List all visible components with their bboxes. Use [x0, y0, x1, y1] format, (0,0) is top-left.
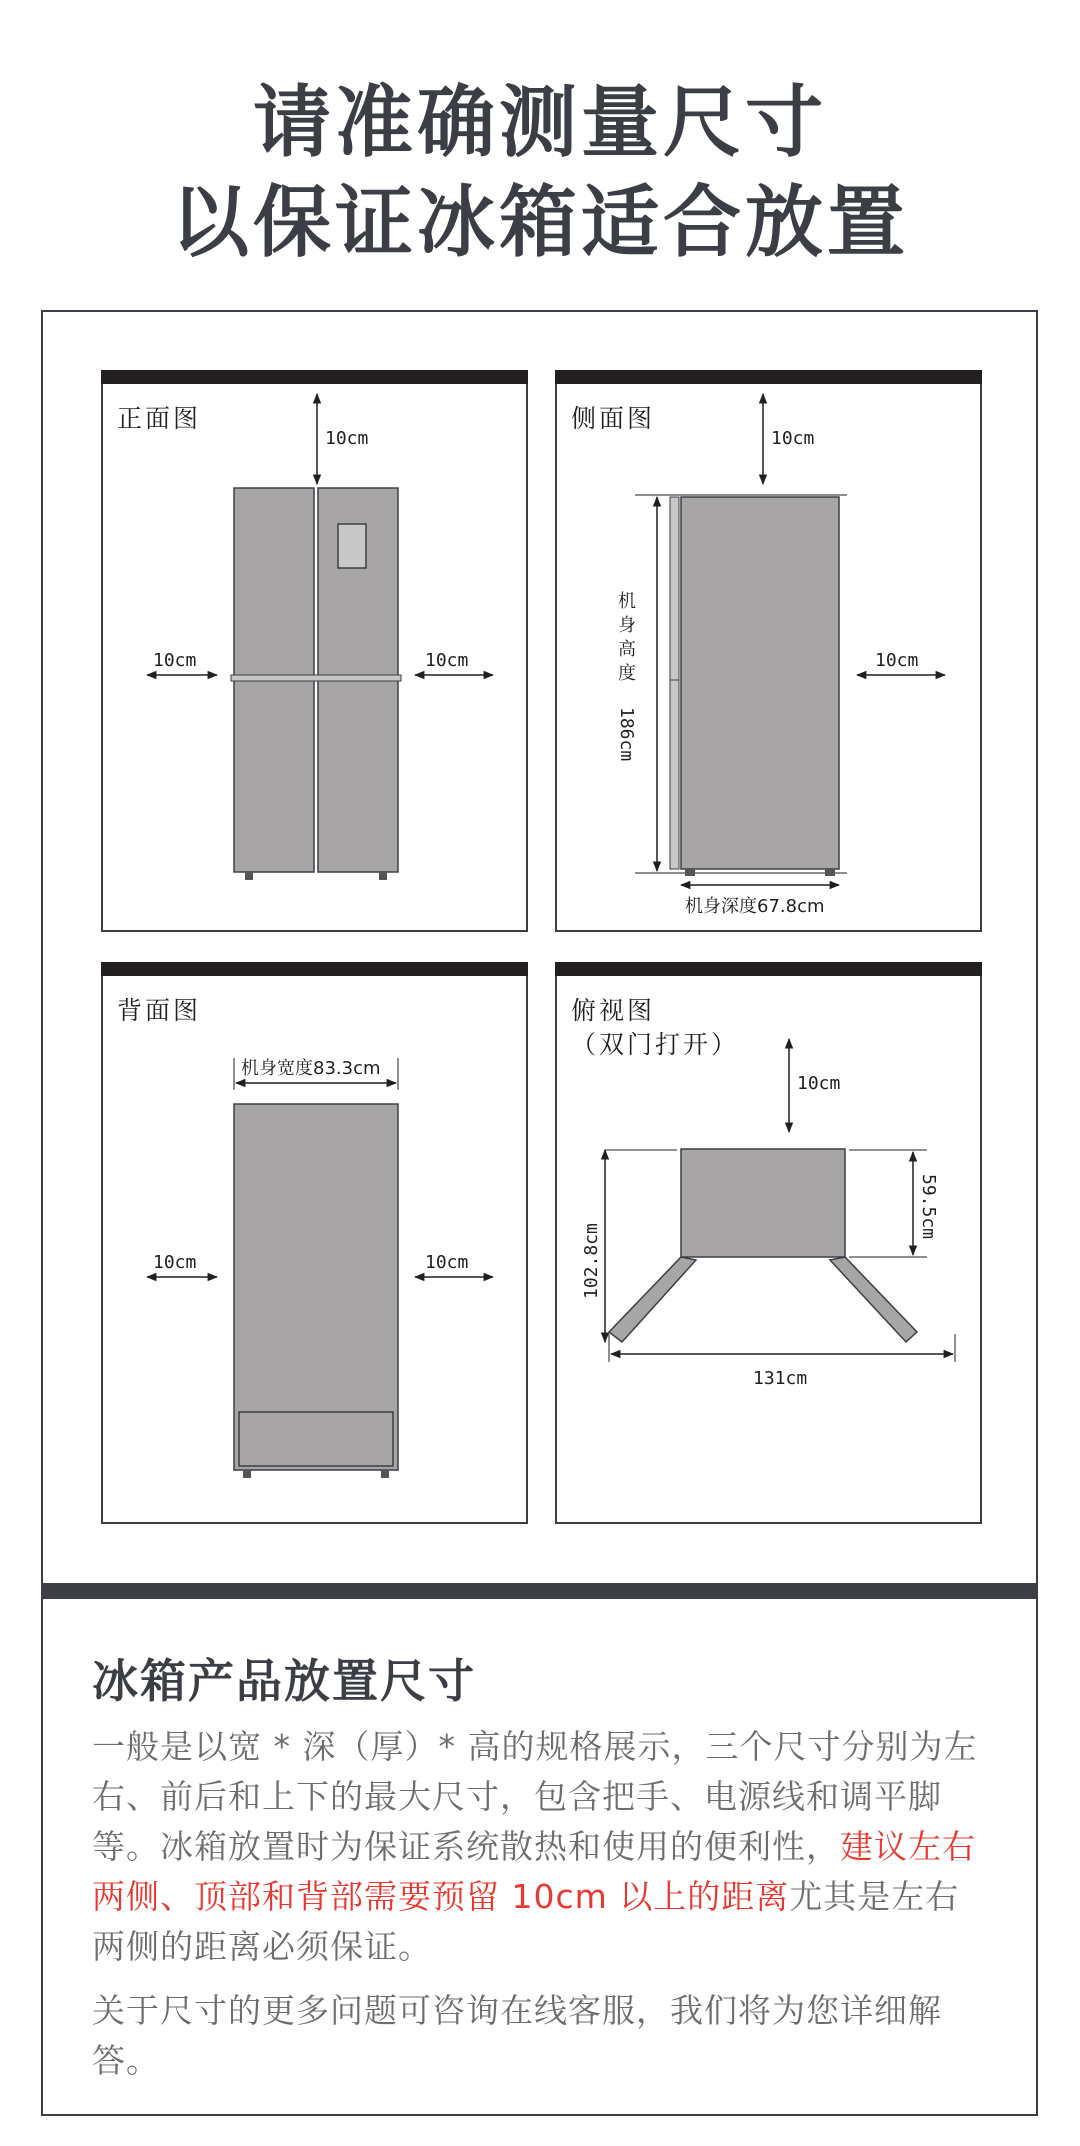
closed-depth-label: 59.5cm: [918, 1174, 939, 1240]
side-view-title: 侧面图: [571, 404, 656, 433]
back-view-title: 背面图: [117, 996, 202, 1025]
open-depth-label: 102.8cm: [581, 1223, 602, 1299]
open-width-label: 131cm: [753, 1368, 808, 1389]
back-view-panel: [101, 962, 528, 1524]
fridge-side-icon: [670, 497, 839, 876]
back-view-drawing: [103, 964, 530, 1526]
fridge-top-icon: [609, 1149, 917, 1342]
width-label: 机身宽度83.3cm: [241, 1058, 381, 1079]
front-view-panel: [101, 370, 528, 932]
side-view-drawing: [557, 372, 984, 934]
headline-line-2: 以保证冰箱适合放置: [170, 178, 909, 268]
section-divider: [41, 1583, 1038, 1599]
front-view-title: 正面图: [117, 404, 202, 433]
placement-text-b: 尤其是左右两侧的距离必须保证。: [92, 1877, 960, 1966]
top-view-title: 俯视图 （双门打开）: [571, 996, 740, 1059]
contact-paragraph: 关于尺寸的更多问题可咨询在线客服，我们将为您详细解答。: [92, 1991, 942, 2080]
clearance-warning: 建议左右两侧、顶部和背部需要预留 10cm 以上的距离: [92, 1827, 976, 1916]
top-gap-label: 10cm: [325, 428, 369, 449]
height-value: 186cm: [616, 707, 637, 762]
right-gap-label: 10cm: [875, 650, 919, 671]
placement-text-a: 一般是以宽 * 深（厚）* 高的规格展示，三个尺寸分别为左右、前后和上下的最大尺寸，包含把手、电源线和调平脚等。冰箱放置时为保证系统散热和使用的便利性，: [92, 1727, 978, 1866]
fridge-back-icon: [234, 1104, 398, 1478]
top-gap-label: 10cm: [797, 1073, 841, 1094]
left-gap-label: 10cm: [153, 650, 197, 671]
front-view-drawing: [103, 372, 530, 934]
top-gap-label: 10cm: [771, 428, 815, 449]
height-label: 机身高度: [618, 591, 636, 684]
headline-line-1: 请准确测量尺寸: [252, 78, 827, 168]
side-view-panel: [555, 370, 982, 932]
right-gap-label: 10cm: [425, 1252, 469, 1273]
top-view-drawing: [557, 964, 984, 1526]
depth-label: 机身深度67.8cm: [685, 896, 825, 917]
fridge-front-icon: [231, 488, 401, 880]
section-title: 冰箱产品放置尺寸: [92, 1654, 476, 1708]
right-gap-label: 10cm: [425, 650, 469, 671]
left-gap-label: 10cm: [153, 1252, 197, 1273]
placement-paragraph: [92, 1722, 992, 1972]
top-view-panel: [555, 962, 982, 1524]
